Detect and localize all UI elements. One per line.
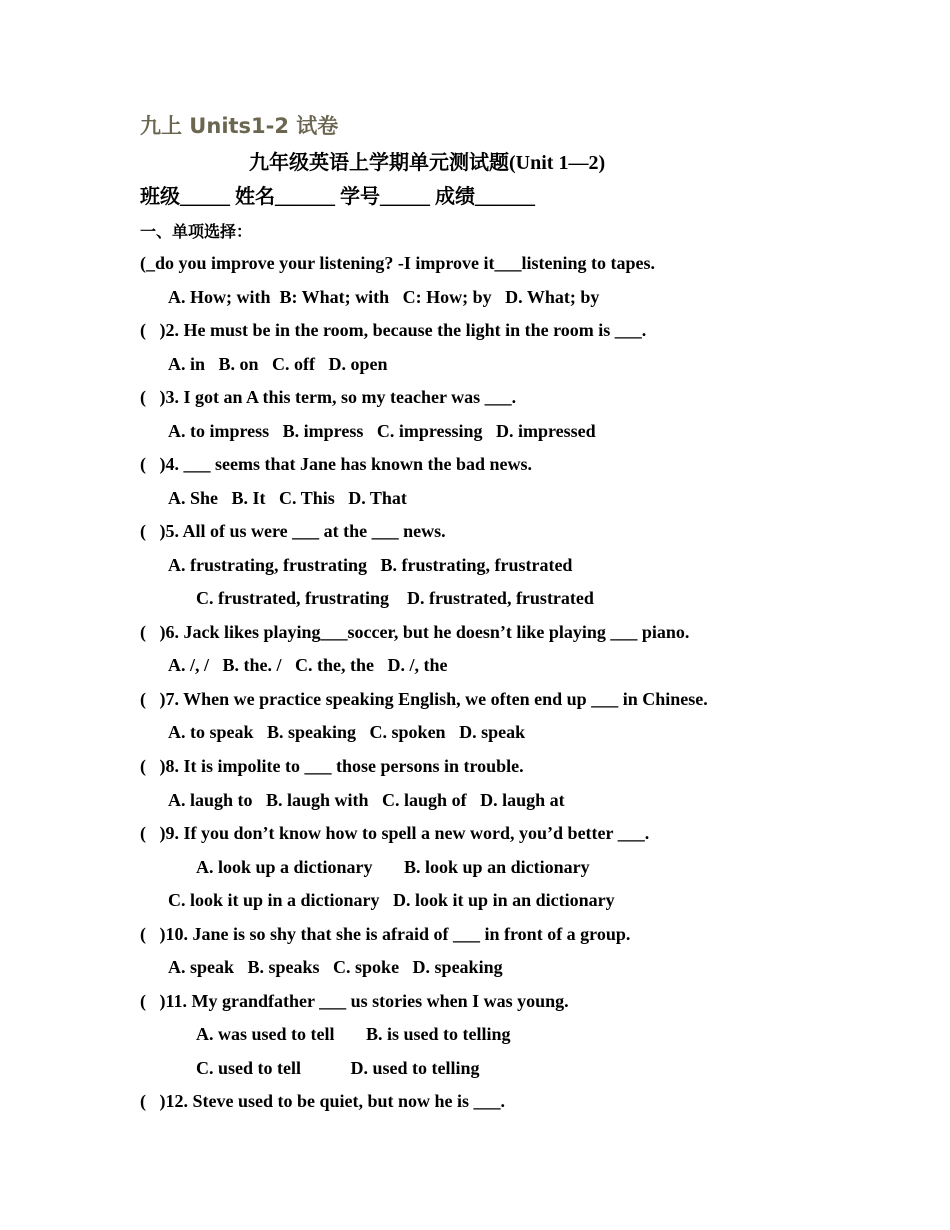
document-title: 九上 Units1-2 试卷 [140,114,339,138]
options-3: A. to impress B. impress C. impressing D. impressed [168,421,596,441]
question-10: ( )10. Jane is so shy that she is afraid of ___ in front of a group. [140,924,631,944]
options-1: A. How; with B: What; with C: How; by D. What; by [168,287,600,307]
options-10: A. speak B. speaks C. spoke D. speaking [168,957,503,977]
question-6: ( )6. Jack likes playing___soccer, but he doesn’t like playing ___ piano. [140,622,690,642]
question-12: ( )12. Steve used to be quiet, but now he is ___. [140,1091,506,1111]
options-7: A. to speak B. speaking C. spoken D. speak [168,722,526,742]
question-5: ( )5. All of us were ___ at the ___ news. [140,521,446,541]
question-4: ( )4. ___ seems that Jane has known the bad news. [140,454,533,474]
options-9b: C. look it up in a dictionary D. look it up in an dictionary [168,890,615,910]
question-11: ( )11. My grandfather ___ us stories when I was young. [140,991,569,1011]
question-7: ( )7. When we practice speaking English, we often end up ___ in Chinese. [140,689,708,709]
options-5a: A. frustrating, frustrating B. frustrating, frustrated [168,555,573,575]
question-9: ( )9. If you don’t know how to spell a new word, you’d better ___. [140,823,650,843]
question-1: (_do you improve your listening? -I improve it___listening to tapes. [140,253,656,273]
options-11b: C. used to tell D. used to telling [196,1058,480,1078]
question-8: ( )8. It is impolite to ___ those persons in trouble. [140,756,524,776]
question-2: ( )2. He must be in the room, because the light in the room is ___. [140,320,647,340]
question-3: ( )3. I got an A this term, so my teacher was ___. [140,387,517,407]
student-info-line: 班级_____ 姓名______ 学号_____ 成绩______ [140,186,535,208]
options-2: A. in B. on C. off D. open [168,354,388,374]
options-5b: C. frustrated, frustrating D. frustrated, frustrated [196,588,594,608]
options-8: A. laugh to B. laugh with C. laugh of D. laugh at [168,790,565,810]
options-4: A. She B. It C. This D. That [168,488,407,508]
exam-title: 九年级英语上学期单元测试题(Unit 1—2) [249,152,606,174]
options-9a: A. look up a dictionary B. look up an dictionary [196,857,590,877]
section-heading: 一、单项选择： [140,222,253,241]
options-6: A. /, / B. the. / C. the, the D. /, the [168,655,448,675]
options-11a: A. was used to tell B. is used to telling [196,1024,511,1044]
